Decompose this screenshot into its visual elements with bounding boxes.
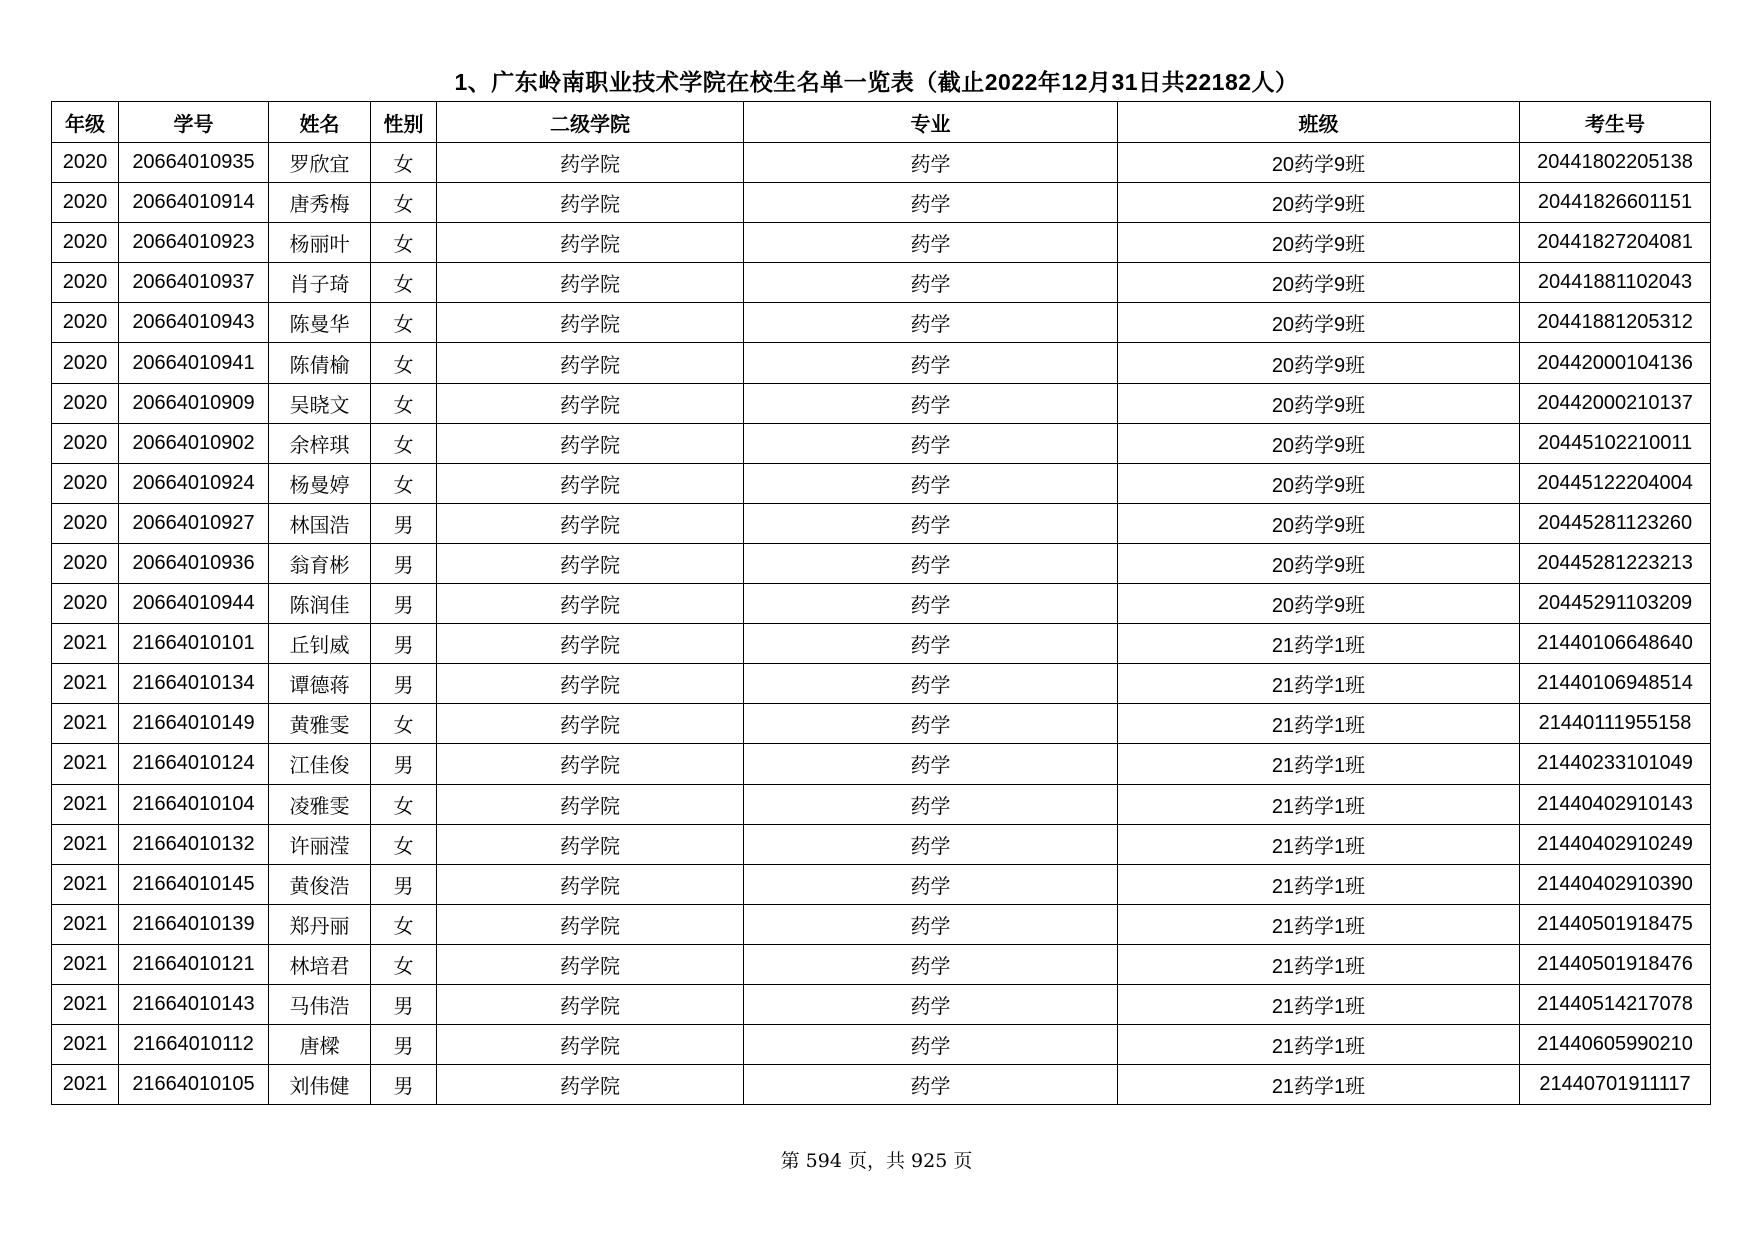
cell-student-id: 21664010143	[119, 984, 269, 1024]
cell-gender: 女	[371, 183, 437, 223]
header-class: 班级	[1118, 102, 1520, 143]
cell-college: 药学院	[437, 944, 744, 984]
cell-major: 药学	[744, 343, 1118, 383]
cell-student-id: 20664010927	[119, 503, 269, 543]
cell-class: 21药学1班	[1118, 824, 1520, 864]
cell-class: 20药学9班	[1118, 543, 1520, 583]
cell-college: 药学院	[437, 584, 744, 624]
cell-class: 20药学9班	[1118, 503, 1520, 543]
cell-major: 药学	[744, 904, 1118, 944]
header-college: 二级学院	[437, 102, 744, 143]
cell-major: 药学	[744, 824, 1118, 864]
table-row	[52, 624, 1711, 664]
cell-name: 丘钊威	[269, 624, 371, 664]
cell-major: 药学	[744, 383, 1118, 423]
cell-major: 药学	[744, 423, 1118, 463]
cell-gender: 女	[371, 263, 437, 303]
cell-name: 陈润佳	[269, 584, 371, 624]
cell-exam-number: 21440233101049	[1520, 744, 1711, 784]
cell-grade: 2020	[52, 303, 119, 343]
cell-student-id: 20664010924	[119, 463, 269, 503]
table-body	[52, 143, 1711, 1105]
cell-name: 刘伟健	[269, 1065, 371, 1105]
cell-major: 药学	[744, 1025, 1118, 1065]
cell-name: 吴晓文	[269, 383, 371, 423]
cell-gender: 女	[371, 343, 437, 383]
cell-class: 21药学1班	[1118, 664, 1520, 704]
cell-name: 黄俊浩	[269, 864, 371, 904]
cell-gender: 男	[371, 624, 437, 664]
cell-class: 21药学1班	[1118, 1025, 1520, 1065]
cell-grade: 2020	[52, 143, 119, 183]
table-row	[52, 944, 1711, 984]
header-gender: 性别	[371, 102, 437, 143]
cell-exam-number: 20441802205138	[1520, 143, 1711, 183]
cell-major: 药学	[744, 463, 1118, 503]
cell-class: 21药学1班	[1118, 744, 1520, 784]
cell-major: 药学	[744, 143, 1118, 183]
cell-exam-number: 20442000104136	[1520, 343, 1711, 383]
table-row	[52, 664, 1711, 704]
cell-name: 黄雅雯	[269, 704, 371, 744]
table-row	[52, 543, 1711, 583]
cell-name: 杨曼婷	[269, 463, 371, 503]
cell-name: 肖子琦	[269, 263, 371, 303]
cell-gender: 女	[371, 904, 437, 944]
cell-college: 药学院	[437, 343, 744, 383]
cell-name: 罗欣宜	[269, 143, 371, 183]
cell-class: 20药学9班	[1118, 383, 1520, 423]
cell-class: 20药学9班	[1118, 584, 1520, 624]
cell-college: 药学院	[437, 784, 744, 824]
cell-grade: 2020	[52, 543, 119, 583]
cell-exam-number: 21440402910390	[1520, 864, 1711, 904]
cell-college: 药学院	[437, 143, 744, 183]
cell-college: 药学院	[437, 463, 744, 503]
cell-gender: 男	[371, 1065, 437, 1105]
table-row	[52, 864, 1711, 904]
cell-college: 药学院	[437, 1065, 744, 1105]
header-student-id: 学号	[119, 102, 269, 143]
table-row	[52, 223, 1711, 263]
cell-gender: 女	[371, 303, 437, 343]
table-row	[52, 1065, 1711, 1105]
table-row	[52, 343, 1711, 383]
cell-exam-number: 21440605990210	[1520, 1025, 1711, 1065]
cell-grade: 2020	[52, 343, 119, 383]
table-row	[52, 423, 1711, 463]
cell-class: 20药学9班	[1118, 263, 1520, 303]
cell-major: 药学	[744, 624, 1118, 664]
cell-grade: 2021	[52, 784, 119, 824]
table-row	[52, 704, 1711, 744]
table-row	[52, 183, 1711, 223]
cell-grade: 2021	[52, 744, 119, 784]
cell-exam-number: 21440106648640	[1520, 624, 1711, 664]
cell-gender: 女	[371, 143, 437, 183]
cell-student-id: 21664010149	[119, 704, 269, 744]
cell-college: 药学院	[437, 183, 744, 223]
cell-college: 药学院	[437, 624, 744, 664]
table-row	[52, 503, 1711, 543]
cell-major: 药学	[744, 503, 1118, 543]
cell-name: 林培君	[269, 944, 371, 984]
cell-gender: 女	[371, 784, 437, 824]
cell-exam-number: 20441881205312	[1520, 303, 1711, 343]
cell-class: 21药学1班	[1118, 904, 1520, 944]
cell-student-id: 21664010105	[119, 1065, 269, 1105]
cell-class: 21药学1班	[1118, 624, 1520, 664]
cell-class: 20药学9班	[1118, 183, 1520, 223]
cell-college: 药学院	[437, 664, 744, 704]
cell-name: 翁育彬	[269, 543, 371, 583]
cell-exam-number: 20445122204004	[1520, 463, 1711, 503]
cell-student-id: 20664010943	[119, 303, 269, 343]
table-row	[52, 383, 1711, 423]
cell-college: 药学院	[437, 263, 744, 303]
cell-name: 陈曼华	[269, 303, 371, 343]
cell-class: 20药学9班	[1118, 223, 1520, 263]
cell-student-id: 21664010124	[119, 744, 269, 784]
header-grade: 年级	[52, 102, 119, 143]
page-footer: 第 594 页，共 925 页	[780, 1150, 973, 1172]
cell-student-id: 20664010941	[119, 343, 269, 383]
cell-exam-number: 21440402910249	[1520, 824, 1711, 864]
table-row	[52, 463, 1711, 503]
cell-grade: 2021	[52, 984, 119, 1024]
cell-grade: 2021	[52, 1065, 119, 1105]
cell-major: 药学	[744, 223, 1118, 263]
table-row	[52, 784, 1711, 824]
cell-name: 谭德蒋	[269, 664, 371, 704]
table-header-row	[52, 102, 1711, 143]
header-major: 专业	[744, 102, 1118, 143]
cell-student-id: 21664010145	[119, 864, 269, 904]
cell-class: 21药学1班	[1118, 1065, 1520, 1105]
cell-grade: 2020	[52, 183, 119, 223]
cell-major: 药学	[744, 744, 1118, 784]
cell-exam-number: 21440106948514	[1520, 664, 1711, 704]
cell-gender: 女	[371, 223, 437, 263]
cell-gender: 男	[371, 503, 437, 543]
cell-grade: 2020	[52, 584, 119, 624]
cell-major: 药学	[744, 664, 1118, 704]
cell-student-id: 21664010139	[119, 904, 269, 944]
table-row	[52, 263, 1711, 303]
table-row	[52, 744, 1711, 784]
cell-major: 药学	[744, 784, 1118, 824]
cell-grade: 2021	[52, 864, 119, 904]
cell-student-id: 20664010937	[119, 263, 269, 303]
cell-college: 药学院	[437, 423, 744, 463]
cell-student-id: 20664010944	[119, 584, 269, 624]
cell-college: 药学院	[437, 824, 744, 864]
cell-gender: 男	[371, 744, 437, 784]
cell-class: 20药学9班	[1118, 463, 1520, 503]
cell-class: 21药学1班	[1118, 784, 1520, 824]
cell-class: 21药学1班	[1118, 864, 1520, 904]
cell-student-id: 20664010936	[119, 543, 269, 583]
cell-exam-number: 20442000210137	[1520, 383, 1711, 423]
page-title: 1、广东岭南职业技术学院在校生名单一览表（截止2022年12月31日共22182人）	[454, 69, 1299, 95]
cell-student-id: 20664010914	[119, 183, 269, 223]
cell-college: 药学院	[437, 383, 744, 423]
table-row	[52, 904, 1711, 944]
cell-grade: 2020	[52, 463, 119, 503]
cell-student-id: 21664010121	[119, 944, 269, 984]
cell-college: 药学院	[437, 744, 744, 784]
cell-college: 药学院	[437, 223, 744, 263]
cell-gender: 女	[371, 423, 437, 463]
cell-exam-number: 21440501918476	[1520, 944, 1711, 984]
cell-grade: 2020	[52, 223, 119, 263]
cell-gender: 男	[371, 1025, 437, 1065]
table-row	[52, 584, 1711, 624]
cell-student-id: 20664010923	[119, 223, 269, 263]
cell-student-id: 21664010101	[119, 624, 269, 664]
cell-gender: 女	[371, 704, 437, 744]
cell-exam-number: 21440701911117	[1520, 1065, 1711, 1105]
cell-gender: 男	[371, 984, 437, 1024]
cell-class: 20药学9班	[1118, 303, 1520, 343]
cell-name: 江佳俊	[269, 744, 371, 784]
cell-major: 药学	[744, 1065, 1118, 1105]
cell-exam-number: 20441881102043	[1520, 263, 1711, 303]
cell-gender: 女	[371, 824, 437, 864]
table-row	[52, 143, 1711, 183]
cell-college: 药学院	[437, 864, 744, 904]
cell-student-id: 20664010902	[119, 423, 269, 463]
cell-major: 药学	[744, 183, 1118, 223]
cell-student-id: 21664010132	[119, 824, 269, 864]
cell-exam-number: 20441826601151	[1520, 183, 1711, 223]
cell-student-id: 21664010134	[119, 664, 269, 704]
cell-gender: 男	[371, 584, 437, 624]
cell-exam-number: 21440402910143	[1520, 784, 1711, 824]
cell-student-id: 21664010112	[119, 1025, 269, 1065]
cell-name: 杨丽叶	[269, 223, 371, 263]
cell-gender: 女	[371, 944, 437, 984]
cell-class: 20药学9班	[1118, 343, 1520, 383]
cell-student-id: 21664010104	[119, 784, 269, 824]
cell-gender: 女	[371, 463, 437, 503]
cell-exam-number: 20445291103209	[1520, 584, 1711, 624]
cell-major: 药学	[744, 704, 1118, 744]
cell-gender: 女	[371, 383, 437, 423]
cell-class: 20药学9班	[1118, 143, 1520, 183]
cell-major: 药学	[744, 944, 1118, 984]
cell-name: 唐樑	[269, 1025, 371, 1065]
cell-major: 药学	[744, 984, 1118, 1024]
cell-exam-number: 21440514217078	[1520, 984, 1711, 1024]
cell-college: 药学院	[437, 904, 744, 944]
cell-exam-number: 20445281223213	[1520, 543, 1711, 583]
cell-gender: 男	[371, 864, 437, 904]
cell-student-id: 20664010935	[119, 143, 269, 183]
cell-major: 药学	[744, 864, 1118, 904]
cell-major: 药学	[744, 543, 1118, 583]
cell-grade: 2021	[52, 944, 119, 984]
cell-class: 21药学1班	[1118, 944, 1520, 984]
cell-major: 药学	[744, 303, 1118, 343]
cell-exam-number: 21440501918475	[1520, 904, 1711, 944]
cell-college: 药学院	[437, 984, 744, 1024]
cell-student-id: 20664010909	[119, 383, 269, 423]
cell-name: 林国浩	[269, 503, 371, 543]
cell-gender: 男	[371, 664, 437, 704]
cell-grade: 2020	[52, 503, 119, 543]
cell-exam-number: 20445281123260	[1520, 503, 1711, 543]
cell-name: 陈倩榆	[269, 343, 371, 383]
cell-college: 药学院	[437, 303, 744, 343]
cell-college: 药学院	[437, 503, 744, 543]
cell-major: 药学	[744, 263, 1118, 303]
cell-grade: 2021	[52, 824, 119, 864]
table-row	[52, 303, 1711, 343]
cell-college: 药学院	[437, 1025, 744, 1065]
cell-major: 药学	[744, 584, 1118, 624]
header-name: 姓名	[269, 102, 371, 143]
cell-name: 唐秀梅	[269, 183, 371, 223]
table-row	[52, 1025, 1711, 1065]
cell-class: 20药学9班	[1118, 423, 1520, 463]
cell-grade: 2021	[52, 664, 119, 704]
cell-grade: 2021	[52, 704, 119, 744]
cell-grade: 2021	[52, 1025, 119, 1065]
cell-name: 凌雅雯	[269, 784, 371, 824]
cell-name: 郑丹丽	[269, 904, 371, 944]
cell-grade: 2021	[52, 624, 119, 664]
cell-name: 余梓琪	[269, 423, 371, 463]
cell-grade: 2021	[52, 904, 119, 944]
cell-grade: 2020	[52, 423, 119, 463]
cell-exam-number: 21440111955158	[1520, 704, 1711, 744]
cell-college: 药学院	[437, 543, 744, 583]
cell-class: 21药学1班	[1118, 704, 1520, 744]
student-roster-table	[51, 101, 1711, 1105]
header-exam-number: 考生号	[1520, 102, 1711, 143]
cell-exam-number: 20441827204081	[1520, 223, 1711, 263]
table-row	[52, 984, 1711, 1024]
cell-class: 21药学1班	[1118, 984, 1520, 1024]
cell-grade: 2020	[52, 263, 119, 303]
cell-college: 药学院	[437, 704, 744, 744]
cell-name: 马伟浩	[269, 984, 371, 1024]
table-row	[52, 824, 1711, 864]
cell-exam-number: 20445102210011	[1520, 423, 1711, 463]
cell-grade: 2020	[52, 383, 119, 423]
cell-gender: 男	[371, 543, 437, 583]
cell-name: 许丽滢	[269, 824, 371, 864]
